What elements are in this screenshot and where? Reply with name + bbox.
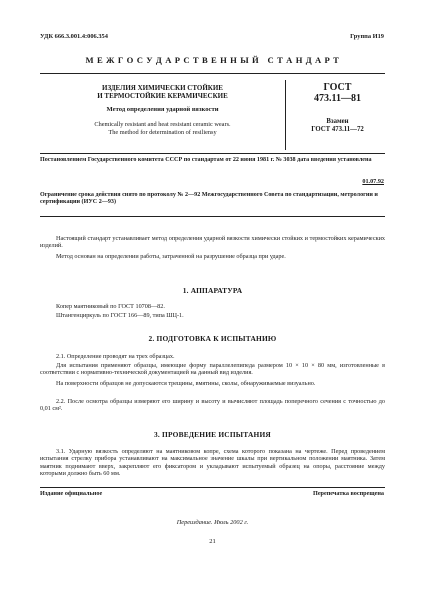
title-en-line2: The method for determination of resiliensy [108, 129, 217, 136]
gost-block [290, 82, 385, 134]
banner-rule [40, 73, 385, 74]
preamble-rule [40, 216, 385, 217]
udk-code: УДК 666.3.001.4:006.354 [40, 33, 108, 40]
replaces-number: ГОСТ 473.11—72 [311, 126, 364, 133]
official-edition: Издание официальное [40, 490, 103, 497]
gost-label: ГОСТ [323, 82, 352, 93]
intro-paragraph-2: Метод основан на определении работы, затраченной на разрушение образца при ударе. [56, 253, 286, 260]
section-2-paragraph-4: 2.2. После осмотра образцы измеряют его ширину и высоту и вычисляют площадь поперечного сечения с точностью до 0,01 см². [40, 398, 385, 413]
section-3-paragraph-1: 3.1. Ударную вязкость определяют на маятниковом копре, схема которого показана на чертеже. Перед проведением испытания стрелку прибора устанавливают на максимальное значение шкалы при вертикальном положении маятника. Затем маятник поднимают вверх, закрепляют его фиксатором и укладывают испытуемый образец на опоры, расстояние между которыми должно быть 60 мм. [40, 448, 385, 478]
section-2-heading: 2. ПОДГОТОВКА К ИСПЫТАНИЮ [148, 334, 277, 343]
section-2-paragraph-2: Для испытания применяют образцы, имеющие форму параллелепипеда размером 10 × 10 × 80 мм, изготовленные в соответствии с нормативно-технической документацией на данный вид изделия. [40, 362, 385, 377]
decree-text: Постановлением Государственного комитета СССР по стандартам от 22 июня 1981 г. № 3038 дата введения установлена [40, 157, 372, 163]
title-block [50, 84, 275, 137]
standard-banner: М Е Ж Г О С У Д А Р С Т В Е Н Н Ы Й С Т А Н Д А Р Т [85, 55, 340, 65]
title-ru-line1: ИЗДЕЛИЯ ХИМИЧЕСКИ СТОЙКИЕ [102, 84, 223, 92]
section-2-paragraph-3: На поверхности образцов не допускаются трещины, вмятины, сколы, обнаруживаемые визуально. [56, 380, 316, 387]
gost-number: 473.11—81 [314, 93, 361, 104]
section-1-line-2: Штангенциркуль по ГОСТ 166—89, типа ШЦ-1. [56, 312, 184, 319]
footer-rule [40, 487, 385, 488]
section-1-line-1: Копер маятниковый по ГОСТ 10708—82. [56, 303, 165, 310]
limitation-text: Ограничение срока действия снято по протоколу № 2—92 Межгосударственного Совета по стандартизации, метрологии и сертификации (ИУС 2—93) [40, 192, 378, 206]
title-ru-line2: И ТЕРМОСТОЙКИЕ КЕРАМИЧЕСКИЕ [97, 92, 228, 101]
title-block-rule [40, 153, 385, 154]
reprint-forbidden: Перепечатка воспрещена [313, 490, 384, 497]
replaces-label: Взамен [326, 118, 349, 125]
subtitle-ru: Метод определения ударной вязкости [106, 106, 219, 114]
section-1-heading: 1. АППАРАТУРА [182, 286, 243, 295]
group-code: Группа И19 [350, 33, 384, 40]
title-divider [285, 80, 286, 150]
intro-paragraph-1: Настоящий стандарт устанавливает метод определения ударной вязкости химически стойких и термостойких керамических изделий. [40, 235, 385, 250]
decree-date: 01.07.92 [362, 178, 384, 185]
title-en-line1: Chemically resistant and heat resistant ceramic wears. [94, 121, 231, 129]
section-2-paragraph-1: 2.1. Определение проводят на трех образцах. [56, 353, 175, 360]
page-number: 21 [209, 538, 216, 545]
section-3-heading: 3. ПРОВЕДЕНИЕ ИСПЫТАНИЯ [154, 430, 271, 439]
reissue-note: Переиздание. Июль 2002 г. [176, 519, 249, 526]
